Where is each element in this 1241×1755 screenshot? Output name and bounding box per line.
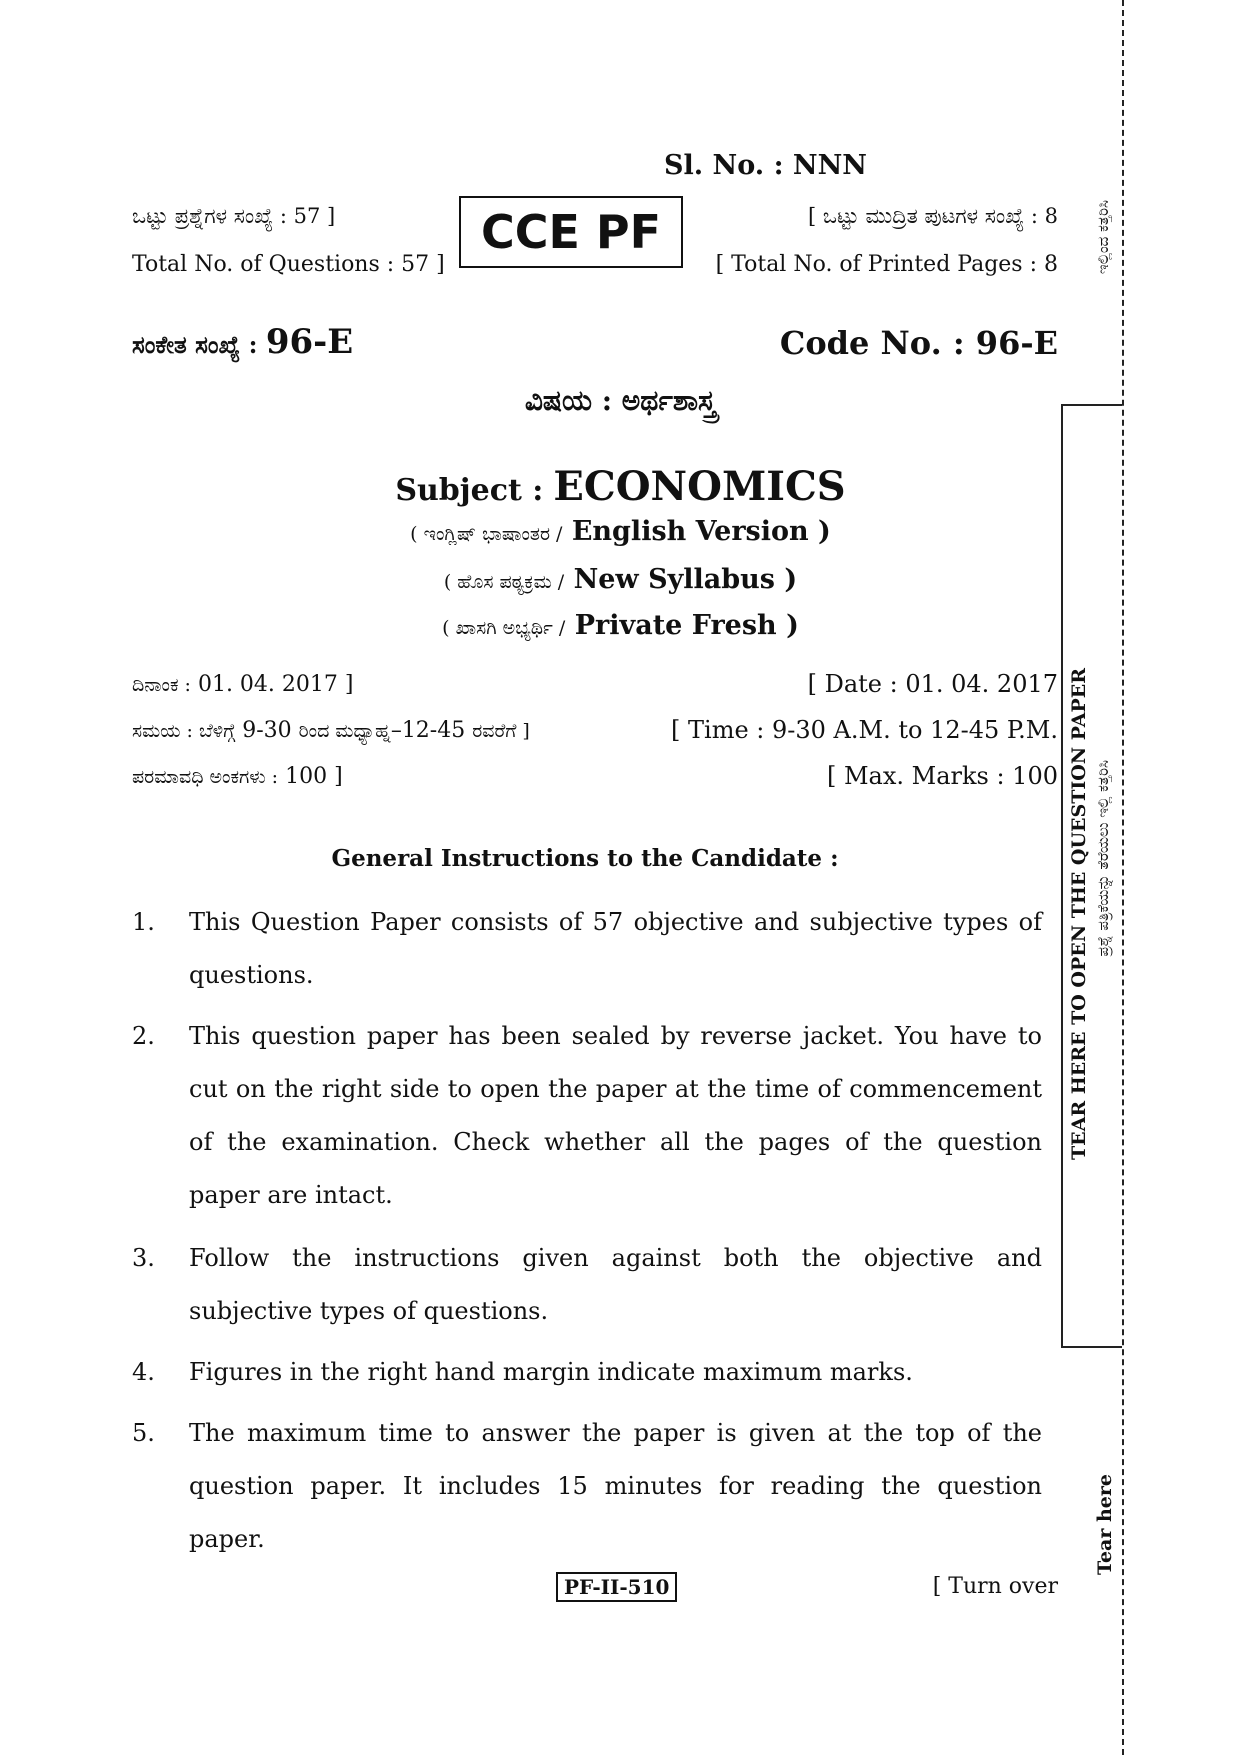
en-total-pages: [ Total No. of Printed Pages : 8 — [715, 252, 1058, 277]
kn-date — [132, 672, 353, 697]
kn-code-value: 96-E — [265, 322, 354, 362]
instruction-number: 2. — [132, 1022, 155, 1050]
kn-code-number — [132, 322, 353, 362]
subject-name: ECONOMICS — [553, 463, 846, 510]
candidate-kn: ( ಖಾಸಗಿ ಅಭ್ಯರ್ಥಿ / — [442, 617, 566, 639]
instruction-text: Follow the instructions given against both the objective and subjective types of questions. — [189, 1244, 1042, 1325]
version-en: English Version ) — [571, 516, 831, 547]
en-marks: [ Max. Marks : 100 — [826, 762, 1058, 790]
en-date: [ Date : 01. 04. 2017 — [807, 670, 1058, 698]
en-total-questions: Total No. of Questions : 57 ] — [132, 252, 445, 277]
version-kn: ( ಇಂಗ್ಲಿಷ್ ಭಾಷಾಂತರ / — [410, 523, 563, 545]
kn-date-value: 01. 04. 2017 ] — [197, 672, 354, 697]
candidate-line — [0, 610, 1241, 641]
kn-code-label: ಸಂಕೇತ ಸಂಖ್ಯೆ : — [132, 330, 258, 359]
kn-total-questions: ಒಟ್ಟು ಪ್ರಶ್ನೆಗಳ ಸಂಖ್ಯೆ : 57 ] — [132, 204, 336, 228]
margin-tear-here: Tear here — [1094, 1474, 1116, 1575]
margin-top-kn: ಇಲ್ಲಿಂದ ಕತ್ತರಿಸಿ — [1094, 200, 1112, 275]
kn-subject: ವಿಷಯ : ಅರ್ಥಶಾಸ್ತ್ರ — [524, 384, 717, 417]
instruction-text: This Question Paper consists of 57 objective and subjective types of questions. — [189, 908, 1042, 989]
kn-time-label: ಸಮಯ : ಬೆಳಿಗ್ಗೆ — [132, 720, 236, 742]
syllabus-kn: ( ಹೊಸ ಪಠ್ಯಕ್ರಮ / — [443, 571, 565, 593]
instruction-number: 1. — [132, 908, 155, 936]
syllabus-line — [0, 564, 1241, 595]
kn-time-value: 9-30 — [242, 718, 292, 743]
kn-marks — [132, 764, 343, 789]
kn-time-mid: ರಿಂದ ಮಧ್ಯಾಹ್ನ — [298, 720, 391, 742]
tear-line — [1122, 0, 1124, 1755]
subject-label: Subject : — [395, 473, 544, 508]
instruction-text: Figures in the right hand margin indicate maximum marks. — [189, 1358, 913, 1386]
kn-total-pages: [ ಒಟ್ಟು ಮುದ್ರಿತ ಪುಟಗಳ ಸಂಖ್ಯೆ : 8 — [807, 204, 1058, 228]
instruction-number: 4. — [132, 1358, 155, 1386]
kn-date-label: ದಿನಾಂಕ : — [132, 674, 191, 696]
instruction-text: This question paper has been sealed by reverse jacket. You have to cut on the right side to open the paper at the time of commencement of the examination. Check whether all the pages of the question paper are intact. — [189, 1022, 1042, 1209]
candidate-en: Private Fresh ) — [574, 610, 799, 641]
serial-number: Sl. No. : NNN — [664, 150, 867, 181]
instruction-number: 5. — [132, 1419, 155, 1447]
instructions-heading: General Instructions to the Candidate : — [331, 845, 839, 872]
margin-tear-en: TEAR HERE TO OPEN THE QUESTION PAPER — [1068, 668, 1090, 1160]
version-line — [0, 516, 1241, 547]
kn-marks-label: ಪರಮಾವಧಿ ಅಂಕಗಳು : — [132, 766, 279, 788]
syllabus-en: New Syllabus ) — [573, 564, 798, 595]
turn-over: [ Turn over — [932, 1574, 1058, 1599]
paper-title-box: CCE PF — [459, 196, 683, 268]
subject-title — [0, 463, 1241, 510]
kn-marks-value: 100 ] — [285, 764, 343, 789]
paper-code-box: PF-II-510 — [556, 1572, 677, 1602]
instruction-text: The maximum time to answer the paper is given at the top of the question paper. It includes 15 minutes for reading the question paper. — [189, 1419, 1042, 1553]
instruction-number: 3. — [132, 1244, 155, 1272]
en-code-number: Code No. : 96-E — [779, 324, 1058, 362]
margin-tear-kn: ಪ್ರಶ್ನೆ ಪತ್ರಿಕೆಯನ್ನು ತೆರೆಯಲು ಇಲ್ಲಿ ಕತ್ತರಿಸಿ — [1094, 760, 1112, 957]
en-time: [ Time : 9-30 A.M. to 12-45 P.M. — [671, 716, 1058, 744]
kn-time-end: –12-45 — [390, 718, 466, 743]
kn-time — [132, 718, 530, 743]
kn-time-tail: ರವರೆಗೆ ] — [472, 720, 530, 742]
